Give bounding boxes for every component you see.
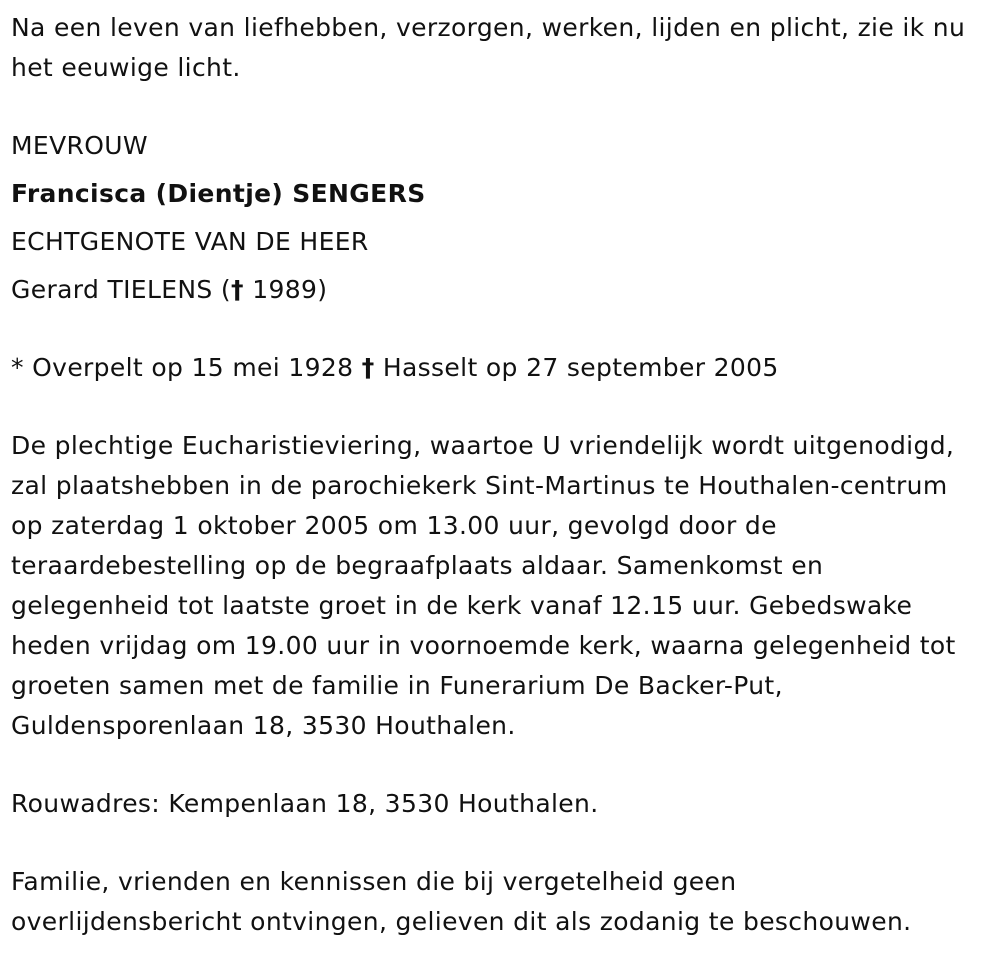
ceremony-line: Guldensporenlaan 18, 3530 Houthalen. <box>11 711 516 740</box>
mourning-address <box>11 784 990 824</box>
ceremony-line: op zaterdag 1 oktober 2005 om 13.00 uur, gevolgd door de <box>11 511 777 540</box>
ceremony-line: teraardebestelling op de begraafplaats aldaar. Samenkomst en <box>11 551 824 580</box>
opening-line: het eeuwige licht. <box>11 53 241 82</box>
cross-icon: † <box>361 353 375 382</box>
death-info: Hasselt op 27 september 2005 <box>374 353 779 382</box>
ceremony-line: heden vrijdag om 19.00 uur in voornoemde kerk, waarna gelegenheid tot <box>11 631 956 660</box>
birth-info: * Overpelt op 15 mei 1928 <box>11 353 362 382</box>
honorific: MEVROUW <box>11 131 148 160</box>
relation-label: ECHTGENOTE VAN DE HEER <box>11 227 369 256</box>
deceased-block <box>11 126 990 310</box>
closing-line: overlijdensbericht ontvingen, gelieven dit als zodanig te beschouwen. <box>11 907 912 936</box>
ceremony-line: gelegenheid tot laatste groet in de kerk vanaf 12.15 uur. Gebedswake <box>11 591 913 620</box>
life-dates <box>11 348 990 388</box>
cross-icon: † <box>231 275 244 304</box>
spouse-name: Gerard TIELENS ( <box>11 275 232 304</box>
opening-quote <box>11 8 990 88</box>
ceremony-line: groeten samen met de familie in Funerarium De Backer-Put, <box>11 671 783 700</box>
closing-line: Familie, vrienden en kennissen die bij vergetelheid geen <box>11 867 737 896</box>
deceased-name: Francisca (Dientje) SENGERS <box>11 179 426 208</box>
closing-note <box>11 862 990 942</box>
ceremony-line: De plechtige Eucharistieviering, waartoe U vriendelijk wordt uitgenodigd, <box>11 431 955 460</box>
spouse-line <box>11 270 990 310</box>
ceremony-line: zal plaatshebben in de parochiekerk Sint-Martinus te Houthalen-centrum <box>11 471 948 500</box>
spouse-death-year: 1989) <box>243 275 328 304</box>
opening-line: Na een leven van liefhebben, verzorgen, werken, lijden en plicht, zie ik nu <box>11 13 966 42</box>
dates-line <box>11 348 990 388</box>
ceremony-paragraph <box>11 426 990 746</box>
address-line: Rouwadres: Kempenlaan 18, 3530 Houthalen. <box>11 789 599 818</box>
